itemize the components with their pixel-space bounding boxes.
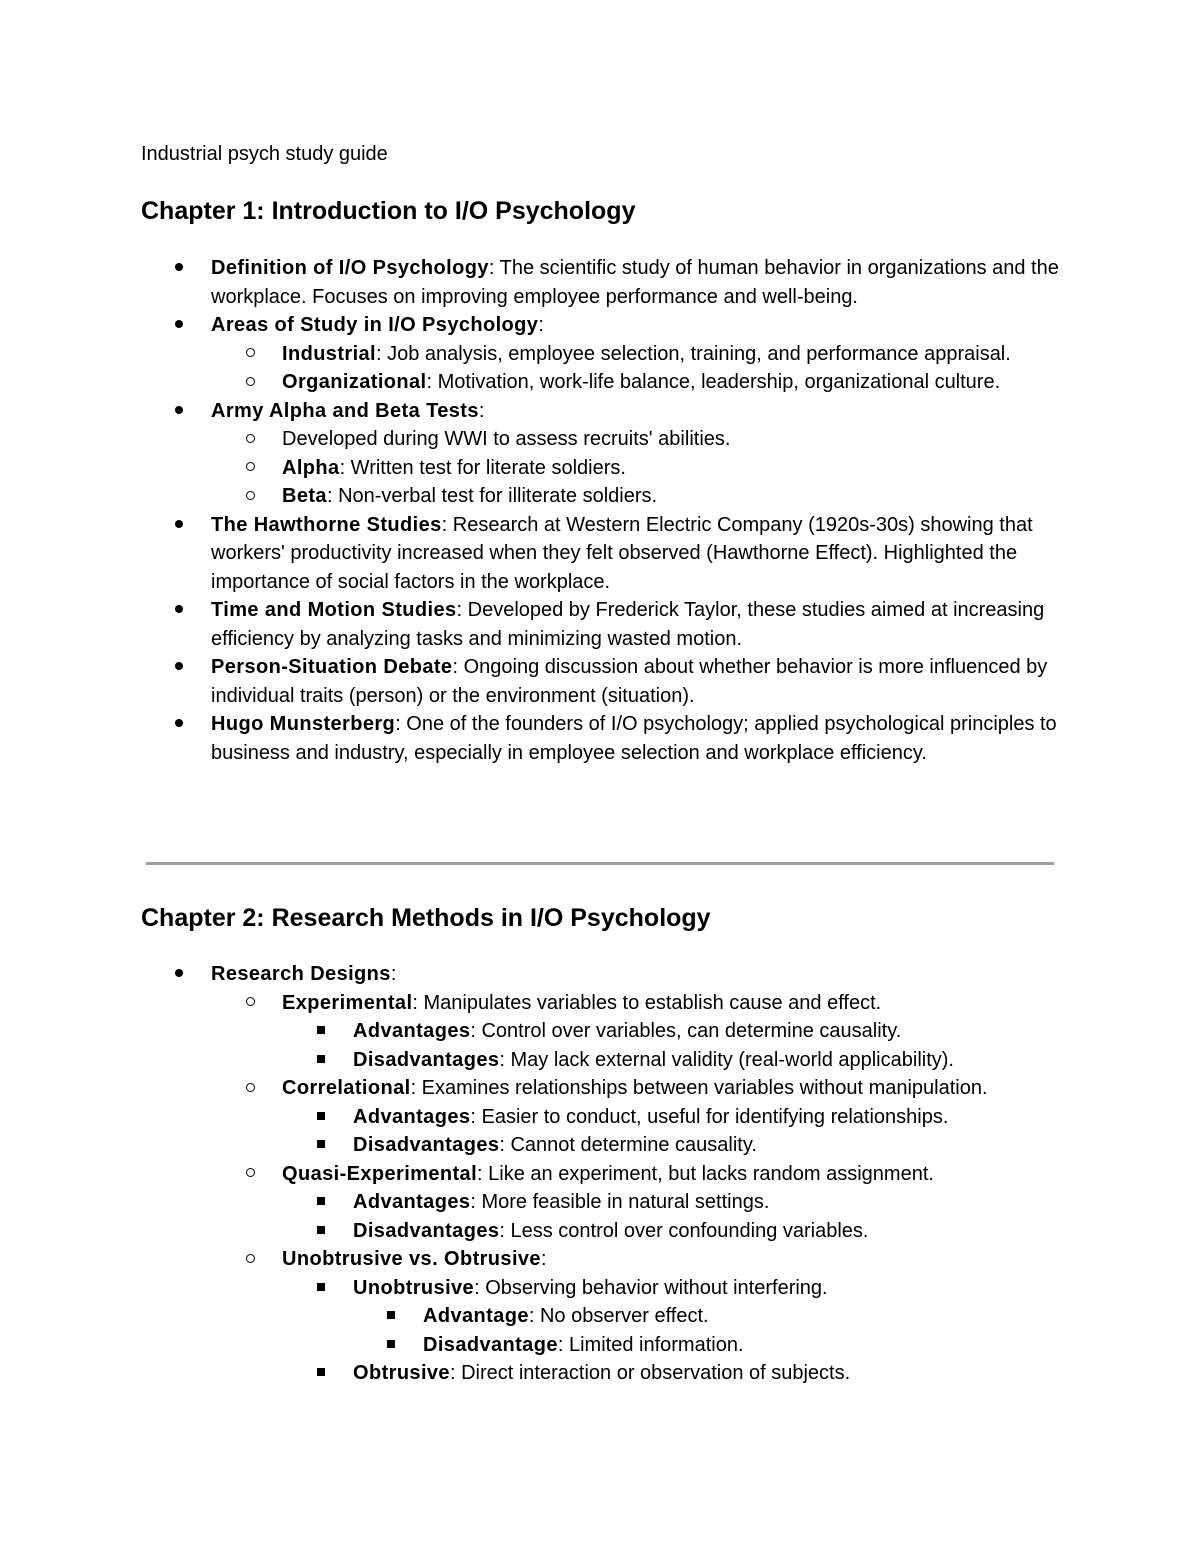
list-item-level-2 [141,454,1101,483]
term-label: Unobtrusive vs. Obtrusive [282,1248,541,1270]
bullet-square-icon [317,1188,325,1217]
item-text: : Developed by Frederick Taylor, these studies aimed at increasing efficiency by analyzing tasks and minimizing wasted motion. [211,599,1045,650]
term-label: Hugo Munsterberg [211,713,396,735]
item-text: : Cannot determine causality. [499,1134,757,1156]
bullet-square-icon [317,1274,325,1303]
term-label: Advantages [353,1191,471,1213]
bullet-square-icon [387,1302,395,1331]
list-item-level-3 [141,1046,1101,1075]
bullet-square-icon [317,1217,325,1246]
item-text: : More feasible in natural settings. [470,1191,770,1213]
bullet-circle-icon [246,454,255,483]
sub-list-level-4 [141,1302,1101,1359]
sub-list-level-2 [141,425,1101,511]
item-text: : Motivation, work-life balance, leadership, organizational culture. [426,371,1001,393]
sub-list-level-3 [141,1017,1101,1074]
bullet-square-icon [317,1017,325,1046]
bullet-circle-icon [246,368,255,397]
list-item-level-2 [141,368,1101,397]
bullet-dot-icon [175,710,183,739]
bullet-square-icon [317,1046,325,1075]
term-label: Organizational [282,371,427,393]
term-label: Areas of Study in I/O Psychology [211,314,539,336]
bullet-circle-icon [246,482,255,511]
term-label: Beta [282,485,327,507]
list-item-level-2 [141,1160,1101,1189]
term-label: Advantages [353,1020,471,1042]
bullet-dot-icon [175,397,183,426]
bullet-circle-icon [246,340,255,369]
term-label: Correlational [282,1077,411,1099]
term-label: Advantages [353,1105,471,1128]
item-text: : [390,963,397,985]
item-text: : Less control over confounding variables. [499,1219,869,1242]
bullet-circle-icon [246,1074,255,1103]
item-text: : [478,399,485,422]
chapter-2-list [141,960,1101,1388]
bullet-dot-icon [175,960,183,989]
list-item-level-2 [141,1074,1101,1103]
term-label: Person-Situation Debate [211,656,453,678]
bullet-dot-icon [175,596,183,625]
bullet-circle-icon [246,1160,255,1189]
list-item-level-4 [141,1331,1101,1360]
chapter-1-section [141,196,1101,767]
item-text: : [538,314,544,336]
term-label: Unobtrusive [353,1276,475,1299]
list-item-level-1 [141,710,1101,767]
bullet-square-icon [387,1331,395,1360]
list-item-level-3 [141,1359,1101,1388]
item-text: : Written test for literate soldiers. [339,456,626,479]
section-divider [146,862,1054,865]
item-text: : Job analysis, employee selection, training, and performance appraisal. [376,342,1011,365]
item-text: : Like an experiment, but lacks random assignment. [477,1162,934,1185]
list-item-level-1 [141,596,1101,653]
item-text: : No observer effect. [528,1305,709,1327]
chapter-1-list [141,254,1101,767]
list-item-level-1 [141,311,1101,340]
list-item-level-1 [141,960,1101,989]
item-text: Developed during WWI to assess recruits' abilities. [282,428,731,450]
bullet-dot-icon [175,653,183,682]
sub-list-level-2 [141,989,1101,1388]
sub-list-level-3 [141,1188,1101,1245]
item-text: : Limited information. [557,1333,744,1356]
list-item-level-2 [141,425,1101,454]
item-text: : Observing behavior without interfering. [474,1276,828,1299]
term-label: Industrial [282,342,377,365]
list-item-level-2 [141,1245,1101,1274]
list-item-level-3 [141,1217,1101,1246]
item-text: : Easier to conduct, useful for identifying relationships. [470,1105,949,1128]
bullet-dot-icon [175,511,183,540]
item-text: : [540,1248,547,1270]
term-label: Definition of I/O Psychology [211,257,489,279]
bullet-square-icon [317,1103,325,1132]
item-text: : Research at Western Electric Company (1920s-30s) showing that workers' productivity increased when they felt observed (Hawthorne Effect). Highlighted the importance of social factors in the workplace. [211,513,1033,593]
chapter-2-section [141,903,1101,1388]
sub-list-level-2 [141,340,1101,397]
bullet-circle-icon [246,989,255,1018]
chapter-2-heading: Chapter 2: Research Methods in I/O Psychology [141,904,711,932]
document-title: Industrial psych study guide [141,143,388,165]
item-text: : Ongoing discussion about whether behavior is more influenced by individual traits (person) or the environment (situation). [211,656,1048,707]
list-item-level-2 [141,340,1101,369]
list-item-level-3 [141,1274,1101,1303]
list-item-level-3 [141,1103,1101,1132]
bullet-square-icon [317,1131,325,1160]
term-label: Quasi-Experimental [282,1162,478,1185]
term-label: Time and Motion Studies [211,599,457,621]
bullet-dot-icon [175,311,183,340]
item-text: : The scientific study of human behavior in organizations and the workplace. Focuses on improving employee performance and well-being. [211,257,1059,308]
item-text: : Manipulates variables to establish cause and effect. [412,991,882,1014]
bullet-circle-icon [246,425,255,454]
term-label: Disadvantages [353,1134,500,1156]
item-text: : May lack external validity (real-world applicability). [499,1048,954,1071]
item-text: : One of the founders of I/O psychology; applied psychological principles to business and industry, especially in employee selection and workplace efficiency. [211,713,1057,764]
item-text: : Examines relationships between variables without manipulation. [410,1077,988,1099]
list-item-level-3 [141,1188,1101,1217]
term-label: The Hawthorne Studies [211,513,442,536]
term-label: Army Alpha and Beta Tests [211,399,479,422]
term-label: Research Designs [211,963,391,985]
item-text: : Control over variables, can determine causality. [470,1020,902,1042]
list-item-level-4 [141,1302,1101,1331]
list-item-level-3 [141,1131,1101,1160]
list-item-level-1 [141,653,1101,710]
list-item-level-2 [141,989,1101,1018]
term-label: Experimental [282,991,413,1014]
list-item-level-1 [141,397,1101,426]
list-item-level-2 [141,482,1101,511]
item-text: : Non-verbal test for illiterate soldiers. [326,485,658,507]
sub-list-level-3 [141,1103,1101,1160]
term-label: Disadvantages [353,1219,500,1242]
item-text: : Direct interaction or observation of subjects. [449,1362,851,1384]
list-item-level-1 [141,254,1101,311]
bullet-dot-icon [175,254,183,283]
list-item-level-3 [141,1017,1101,1046]
bullet-circle-icon [246,1245,255,1274]
term-label: Obtrusive [353,1362,450,1384]
chapter-1-heading: Chapter 1: Introduction to I/O Psychology [141,197,636,225]
sub-list-level-3 [141,1274,1101,1388]
bullet-square-icon [317,1359,325,1388]
term-label: Disadvantage [423,1333,558,1356]
term-label: Advantage [423,1305,529,1327]
term-label: Disadvantages [353,1048,500,1071]
term-label: Alpha [282,456,340,479]
list-item-level-1 [141,511,1101,597]
